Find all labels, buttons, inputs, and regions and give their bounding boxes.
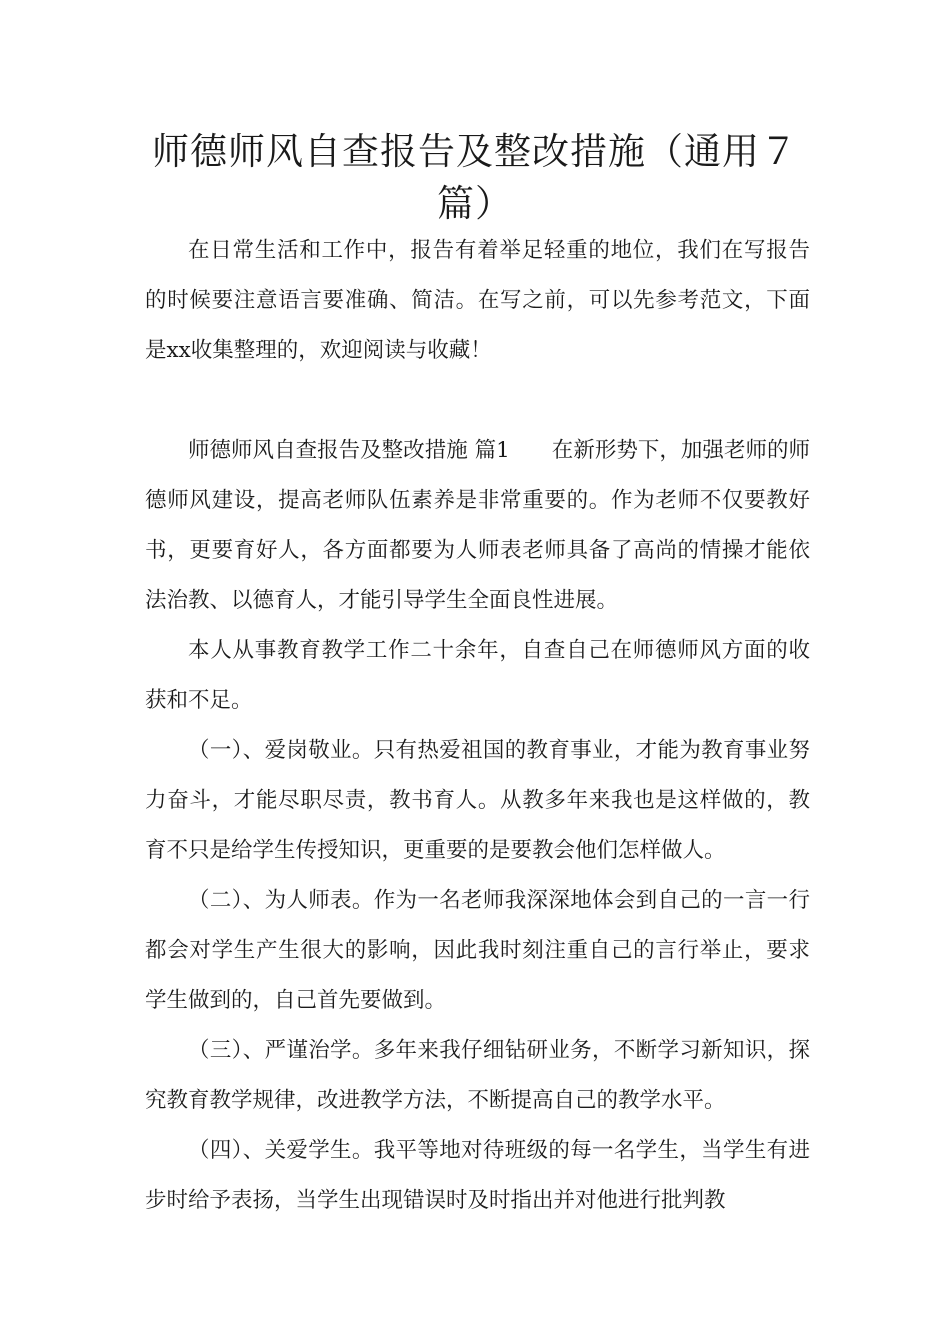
document-body [145,226,810,1226]
section-1-paragraph [145,426,810,626]
item-3-paragraph: （三）、严谨治学。多年来我仔细钻研业务，不断学习新知识，探究教育教学规律，改进教学方法，不断提高自己的教学水平。 [145,1038,810,1113]
section-heading: 师德师风自查报告及整改措施 篇1 [188,438,510,463]
item-1-paragraph: （一）、爱岗敬业。只有热爱祖国的教育事业，才能为教育事业努力奋斗，才能尽职尽责，教书育人。从教多年来我也是这样做的，教育不只是给学生传授知识，更重要的是要教会他们怎样做人。 [145,738,810,863]
document-title: 师德师风自查报告及整改措施（通用７篇） [152,130,798,225]
section-first-text: 在新形势下，加强老师的师德师风建设，提高老师队伍素养是非常重要的。作为老师不仅要教好书，更要育好人，各方面都要为人师表老师具备了高尚的情操才能依法治教、以德育人，才能引导学生全面良性进展。 [145,438,810,613]
paragraph-2: 本人从事教育教学工作二十余年，自查自己在师德师风方面的收获和不足。 [145,638,810,713]
intro-paragraph: 在日常生活和工作中，报告有着举足轻重的地位，我们在写报告的时候要注意语言要准确、简洁。在写之前，可以先参考范文，下面是xx收集整理的，欢迎阅读与收藏！ [145,238,810,363]
item-2-paragraph: （二）、为人师表。作为一名老师我深深地体会到自己的一言一行都会对学生产生很大的影响，因此我时刻注重自己的言行举止，要求学生做到的，自己首先要做到。 [145,888,810,1013]
item-4-paragraph: （四）、关爱学生。我平等地对待班级的每一名学生，当学生有进步时给予表扬，当学生出现错误时及时指出并对他进行批判教 [145,1138,810,1213]
paragraph-spacer [145,376,810,426]
